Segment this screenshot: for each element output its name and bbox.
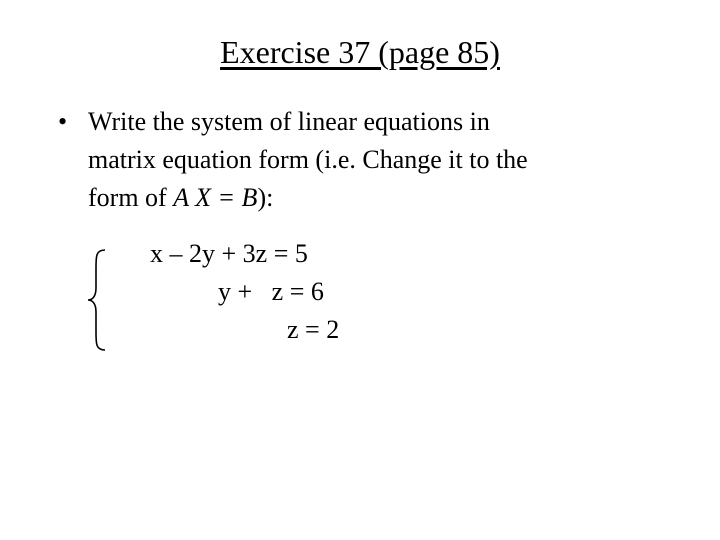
matrix-equation-form: A X = B bbox=[173, 183, 258, 212]
slide-title bbox=[0, 32, 720, 72]
equation-3: z = 2 bbox=[287, 315, 340, 344]
bullet-line-3-prefix: form of bbox=[88, 183, 174, 212]
bullet-line-3 bbox=[88, 179, 688, 217]
bullet-line-2: matrix equation form (i.e. Change it to the bbox=[88, 145, 528, 174]
bullet-text bbox=[88, 103, 688, 217]
left-brace-icon bbox=[86, 248, 108, 352]
equation-2: y + z = 6 bbox=[218, 277, 324, 306]
bullet-line-3-suffix: ): bbox=[257, 183, 274, 212]
equation-1: x – 2y + 3z = 5 bbox=[150, 239, 308, 268]
bullet-line-1: Write the system of linear equations in bbox=[88, 107, 490, 136]
bullet-marker: • bbox=[58, 107, 68, 136]
slide-title-text: Exercise 37 (page 85) bbox=[220, 34, 500, 70]
